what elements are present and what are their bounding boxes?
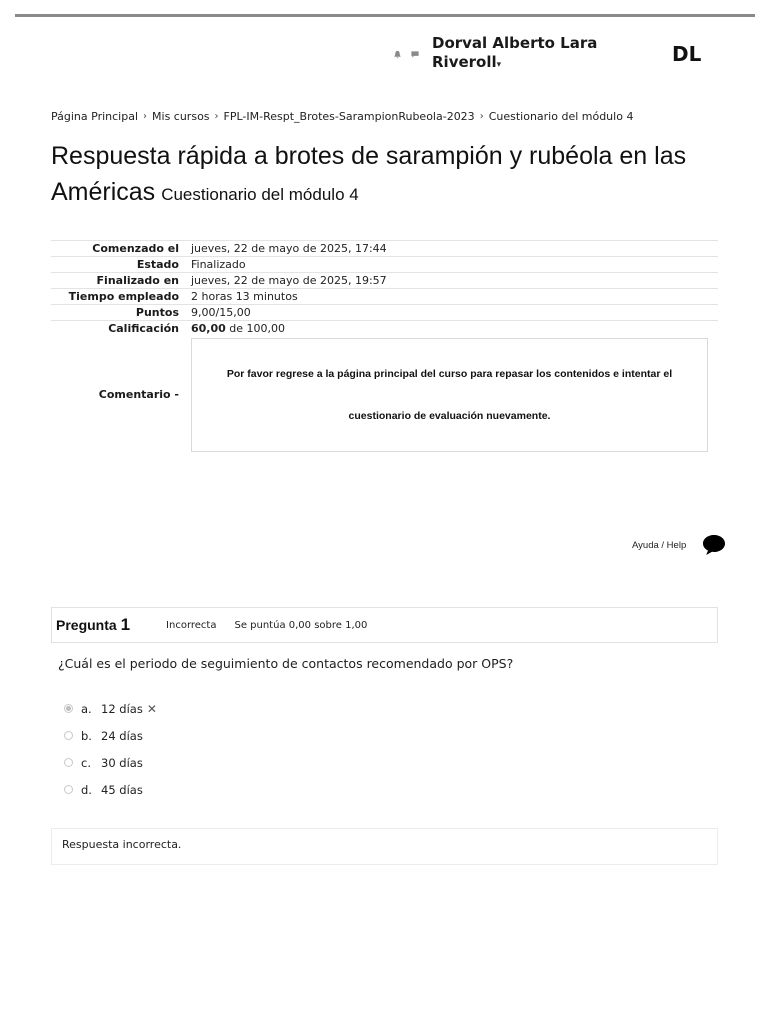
breadcrumb: [51, 110, 633, 123]
chevron-right-icon: ›: [214, 111, 219, 122]
help-widget[interactable]: [632, 534, 726, 556]
started-label: Comenzado el: [51, 241, 187, 257]
answer-text: 12 días: [101, 701, 143, 716]
time-label: Tiempo empleado: [51, 289, 187, 305]
question-header: [51, 607, 718, 643]
chevron-right-icon: ›: [143, 111, 148, 122]
answer-option-a[interactable]: [64, 695, 157, 722]
user-name[interactable]: Dorval Alberto Lara Riveroll▾: [432, 34, 598, 71]
answer-letter: a.: [81, 701, 92, 716]
attempt-summary-table: [51, 240, 718, 452]
radio-button[interactable]: [64, 758, 73, 767]
answer-feedback: Respuesta incorrecta.: [51, 828, 718, 865]
chat-bubble-icon[interactable]: [702, 534, 726, 556]
answer-option-c[interactable]: [64, 749, 157, 776]
summary-row-finished: [51, 273, 718, 289]
comment-text-line1: Por favor regrese a la página principal del curso para repasar los contenidos e intentar el: [226, 367, 673, 380]
comment-box: [191, 338, 708, 452]
incorrect-icon: ✕: [146, 701, 157, 716]
quiz-subtitle: Cuestionario del módulo 4: [161, 185, 359, 204]
summary-row-state: [51, 257, 718, 273]
page-title: [51, 138, 741, 213]
answer-text: 30 días: [101, 755, 143, 770]
comment-text-line2: cuestionario de evaluación nuevamente.: [348, 409, 551, 422]
summary-row-comment: [51, 337, 718, 452]
finished-value: jueves, 22 de mayo de 2025, 19:57: [187, 273, 718, 289]
finished-label: Finalizado en: [51, 273, 187, 289]
breadcrumb-course[interactable]: FPL-IM-Respt_Brotes-SarampionRubeola-2023: [223, 110, 475, 123]
state-label: Estado: [51, 257, 187, 273]
grade-max: de 100,00: [225, 322, 286, 336]
course-title: Respuesta rápida a brotes de sarampión y rubéola en las Américas: [51, 142, 687, 206]
question-grade: Se puntúa 0,00 sobre 1,00: [234, 619, 368, 631]
answer-option-d[interactable]: [64, 776, 157, 803]
radio-button[interactable]: [64, 731, 73, 740]
answer-text: 45 días: [101, 782, 143, 797]
summary-row-grade: [51, 321, 718, 337]
user-menu[interactable]: [392, 34, 602, 75]
breadcrumb-home[interactable]: Página Principal: [51, 110, 139, 123]
points-label: Puntos: [51, 305, 187, 321]
points-value: 9,00/15,00: [187, 305, 718, 321]
summary-row-points: [51, 305, 718, 321]
question-text: ¿Cuál es el periodo de seguimiento de contactos recomendado por OPS?: [58, 656, 514, 671]
question-number: Pregunta 1: [56, 615, 131, 634]
time-value: 2 horas 13 minutos: [187, 289, 718, 305]
grade-value: [187, 321, 718, 337]
answer-letter: c.: [81, 755, 91, 770]
question-state: Incorrecta: [166, 619, 217, 631]
state-value: Finalizado: [187, 257, 718, 273]
help-label: Ayuda / Help: [632, 539, 687, 551]
started-value: jueves, 22 de mayo de 2025, 17:44: [187, 241, 718, 257]
answer-text: 24 días: [101, 728, 143, 743]
bell-icon[interactable]: [392, 50, 402, 60]
comment-label: Comentario -: [98, 387, 179, 401]
avatar[interactable]: DL: [672, 42, 702, 66]
answer-option-b[interactable]: [64, 722, 157, 749]
grade-score: 60,00: [191, 322, 226, 336]
radio-button[interactable]: [64, 704, 73, 713]
grade-label: Calificación: [51, 321, 187, 337]
answer-list: [64, 695, 157, 803]
top-divider: [15, 14, 755, 17]
answer-letter: b.: [81, 728, 92, 743]
summary-row-time: [51, 289, 718, 305]
chat-icon[interactable]: [410, 50, 420, 60]
summary-row-started: [51, 241, 718, 257]
answer-letter: d.: [81, 782, 92, 797]
chevron-down-icon: ▾: [496, 60, 502, 70]
breadcrumb-quiz[interactable]: Cuestionario del módulo 4: [488, 110, 634, 123]
radio-button[interactable]: [64, 785, 73, 794]
breadcrumb-my-courses[interactable]: Mis cursos: [152, 110, 210, 123]
chevron-right-icon: ›: [479, 111, 484, 122]
